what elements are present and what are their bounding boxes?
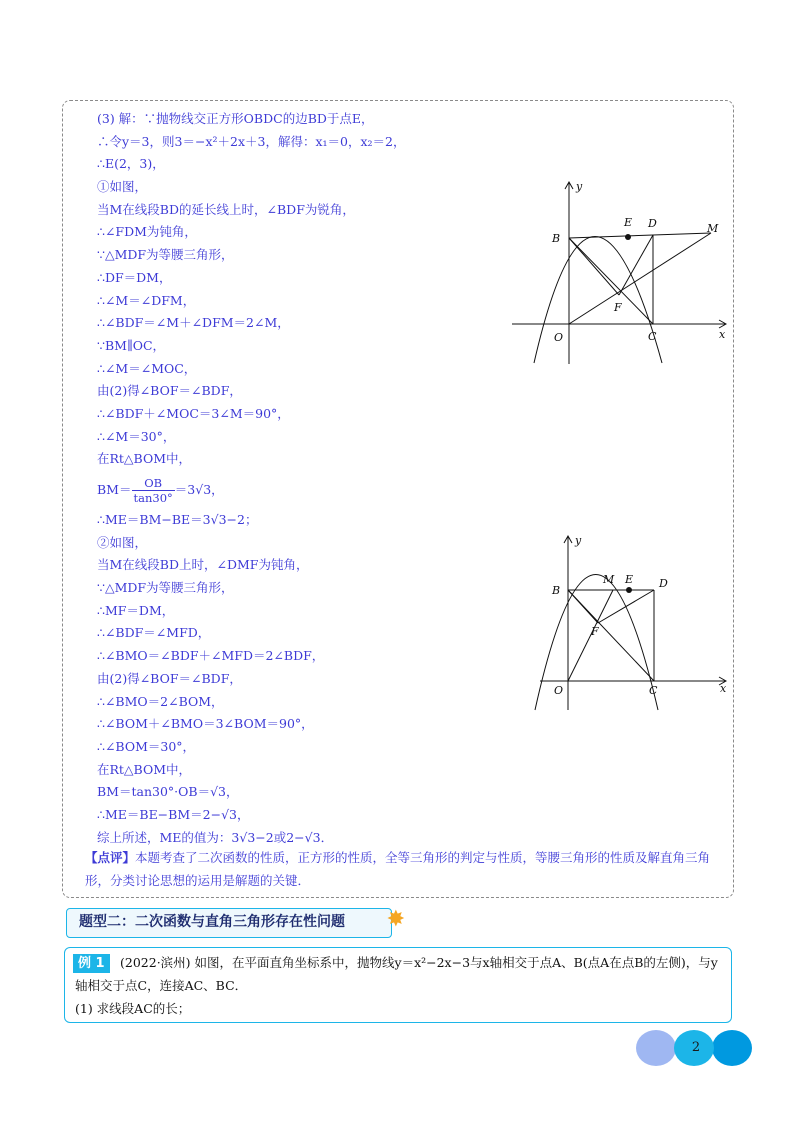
label-m: M [603, 573, 615, 586]
label-d: D [648, 217, 657, 230]
label-y: y [576, 180, 583, 193]
parabola [534, 237, 662, 364]
label-e: E [625, 573, 634, 586]
section-title: 题型二：二次函数与直角三角形存在性问题 [79, 914, 345, 930]
label-x: x [719, 328, 726, 341]
solution-line: 当M在线段BD的延长线上时，∠BDF为锐角， [97, 201, 355, 217]
figure-2-svg [530, 532, 740, 712]
solution-line: (3) 解：∵抛物线交正方形OBDC的边BD于点E， [97, 111, 374, 126]
label-c: C [649, 684, 658, 697]
label-x: x [720, 682, 727, 695]
label-m: M [707, 222, 719, 235]
fraction-numerator: OB [132, 476, 175, 491]
solution-line: ∴∠BDF＝∠M＋∠DFM＝2∠M， [97, 315, 290, 331]
figure-2 [530, 532, 740, 712]
label-b: B [552, 232, 561, 245]
line-bf [569, 238, 619, 295]
solution-line: ②如图， [97, 534, 148, 550]
solution-line: ∵△MDF为等腰三角形， [97, 580, 234, 596]
line-bc [569, 238, 653, 324]
solution-line: ∴∠BOM＋∠BMO＝3∠BOM＝90°， [97, 716, 314, 732]
figure-1-svg [512, 178, 732, 368]
solution-line: ∴∠BDF＝∠MFD， [97, 625, 211, 641]
solution-line: ∴DF＝DM， [97, 269, 172, 285]
label-d: D [659, 577, 668, 590]
badge-circle [636, 1030, 676, 1066]
example-text: (2022·滨州) 如图，在平面直角坐标系中，抛物线y＝x²−2x−3与x轴相交于点A、B(点A在点B的左侧)，与y轴相交于点C，连接AC、BC． [75, 955, 718, 993]
label-c: C [648, 330, 657, 343]
fraction [132, 476, 175, 505]
solution-line: ∴ME＝BE−BM＝2−√3， [97, 806, 250, 822]
solution-line: ∴ME＝BM−BE＝3√3−2； [97, 512, 258, 527]
example-question: (1) 求线段AC的长； [75, 1001, 191, 1016]
solution-line: ∴∠BDF＋∠MOC＝3∠M＝90°， [97, 405, 290, 421]
solution-line: ∴令y＝3，则3＝−x²＋2x＋3，解得：x₁＝0，x₂＝2， [97, 133, 406, 149]
comment-label: 【点评】 [85, 850, 136, 865]
solution-line: ∴∠BMO＝∠BDF＋∠MFD＝2∠BDF， [97, 648, 325, 664]
comment-text: 本题考查了二次函数的性质，正方形的性质，全等三角形的判定与性质，等腰三角形的性质及解直角三角形，分类讨论思想的运用是解题的关键． [85, 850, 711, 888]
label-b: B [552, 584, 561, 597]
solution-line: ∴MF＝DM， [97, 602, 175, 618]
label-f: F [591, 625, 599, 638]
page-number: 2 [691, 1040, 701, 1055]
page-number-badge [636, 1030, 752, 1066]
solution-line: ∴∠M＝∠DFM， [97, 292, 196, 308]
point-e [625, 234, 631, 240]
label-o: O [554, 331, 564, 344]
solution-line: 当M在线段BD上时，∠DMF为钝角， [97, 557, 309, 573]
solution-line: ∵BM∥OC， [97, 337, 166, 353]
fraction-line [97, 471, 497, 509]
solution-line: ∴∠M＝30°， [97, 428, 176, 444]
solution-line: ∴E(2，3)， [97, 156, 165, 172]
badge-circle [712, 1030, 752, 1066]
solution-line: 由(2)得∠BOF＝∠BDF， [97, 670, 242, 686]
star-icon: ✸ [386, 907, 405, 932]
solution-line: 在Rt△BOM中， [97, 761, 192, 777]
solution-line: BM＝tan30°·OB＝√3， [97, 784, 239, 800]
solution-line: ∴∠M＝∠MOC， [97, 360, 197, 376]
solution-line: 综上所述，ME的值为：3√3−2或2−√3． [97, 829, 334, 845]
point-e [626, 587, 632, 593]
solution-line: 在Rt△BOM中， [97, 451, 192, 467]
label-e: E [624, 216, 633, 229]
line-fd [598, 590, 654, 623]
fraction-suffix: ＝3√3， [174, 482, 224, 497]
label-o: O [554, 684, 564, 697]
label-f: F [614, 301, 622, 314]
example-box [64, 947, 732, 1023]
solution-text [97, 108, 497, 849]
line-bm [569, 233, 711, 238]
solution-line: ∴∠BOM＝30°， [97, 738, 196, 754]
comment [85, 847, 730, 892]
figure-1 [512, 178, 732, 368]
fraction-denominator: tan30° [133, 491, 173, 505]
fraction-prefix: BM＝ [97, 482, 132, 497]
solution-line: ∵△MDF为等腰三角形， [97, 247, 234, 263]
section-header [66, 907, 405, 938]
label-y: y [575, 534, 582, 547]
solution-line: ①如图， [97, 179, 148, 195]
line-bf [568, 590, 598, 623]
solution-line: 由(2)得∠BOF＝∠BDF， [97, 383, 242, 399]
example-label: 例 1 [73, 954, 110, 973]
solution-line: ∴∠FDM为钝角， [97, 224, 197, 240]
solution-line: ∴∠BMO＝2∠BOM， [97, 693, 224, 709]
